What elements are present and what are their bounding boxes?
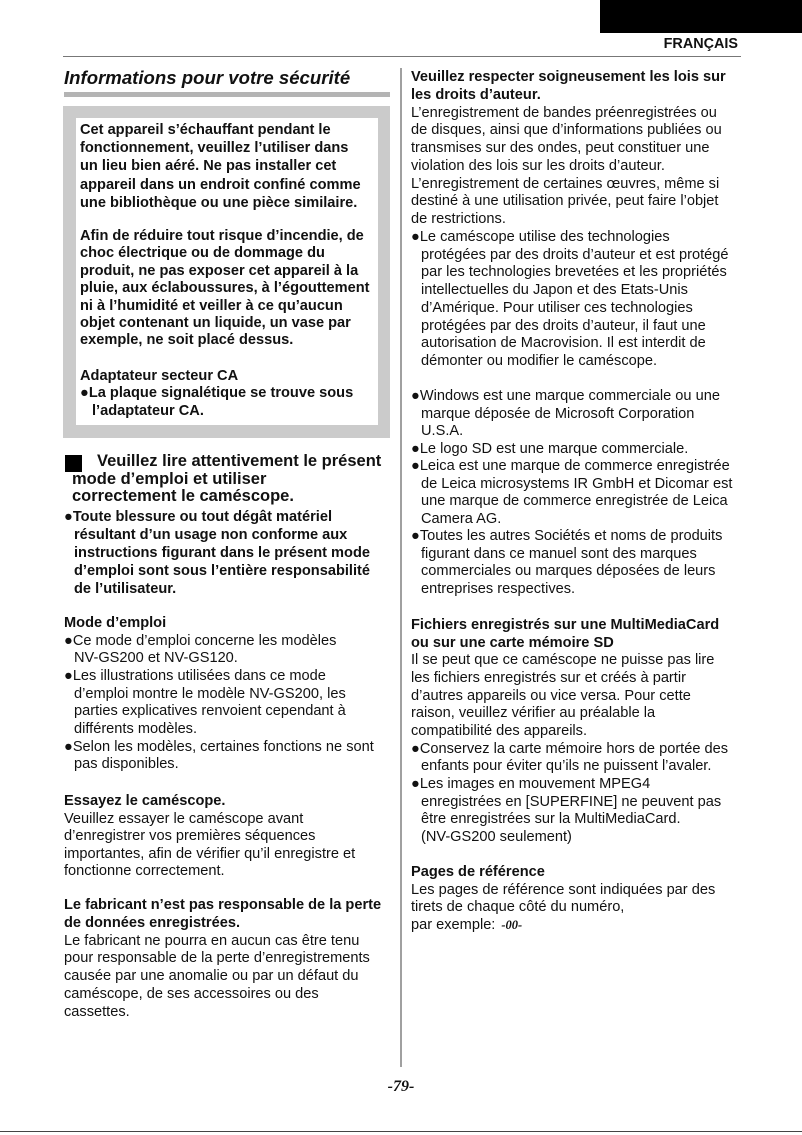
memory-card-section [411, 617, 728, 847]
liability-note: ●Toute blessure ou tout dégât matériel résultant d’un usage non conforme aux instructions figurant dans le présent mode d’emploi sont sous l’entière responsabilité de l’utilisateur. [64, 509, 370, 597]
list-item: ●Selon les modèles, certaines fonctions ne sont pas disponibles. [64, 738, 374, 773]
memory-card-text: Il se peut que ce caméscope ne puisse pas lire les fichiers enregistrés sur et créés à partir d’autres appareils ou vice versa. Pour cette raison, veuillez vérifier au préalable la compatibilité des appareils. [411, 652, 715, 740]
fire-shock-warning: Afin de réduire tout risque d’incendie, de choc électrique ou de dommage du produit, ne pas exposer cet appareil à la pluie, aux éclaboussures, à l’égouttement ni à l’humidité et veiller à ce qu’aucun objet contenant un liquide, un vase par exemple, ne soit placé dessus. [80, 228, 370, 349]
reference-pages-section [411, 864, 715, 935]
copyright-paragraph: L’enregistrement de bandes préenregistrées ou de disques, ainsi que d’informations publiées ou transmises sur des ondes, peut constituer une violation des lois sur les droits d’auteur. [411, 104, 722, 174]
try-camera-text: Veuillez essayer le caméscope avant d’enregistrer vos premières séquences importantes, afin de vérifier qu’il enregistre et fonctionne correctement. [64, 810, 356, 880]
page-reference-example: -00- [501, 918, 523, 933]
ac-adaptor-title: Adaptateur secteur CA [80, 368, 239, 384]
read-manual-heading: Veuillez lire attentivement le présent mode d’emploi et utiliser correctement le caméscope. [72, 452, 382, 506]
manual-section [64, 615, 374, 774]
data-loss-title: Le fabricant n’est pas responsable de la perte de données enregistrées. [64, 897, 382, 931]
bottom-rule [0, 1131, 802, 1132]
data-loss-section [64, 897, 381, 1022]
list-item: ●Ce mode d’emploi concerne les modèles NV-GS200 et NV-GS120. [64, 632, 337, 667]
list-item: ●Conservez la carte mémoire hors de portée des enfants pour éviter qu’ils ne puissent l’avaler. [411, 740, 729, 775]
language-label: FRANÇAIS [663, 36, 738, 52]
reference-pages-text [411, 882, 715, 935]
macrovision-note: ●Le caméscope utilise des technologies protégées par des droits d’auteur et est protégé par les technologies brevetées et les propriétés intellectuelles du Japon et des Etats-Unis d’Amérique. Pour utiliser ces technologies protégées par des droits d’auteur, il faut une autorisation de Macrovision. Il est interdit de démonter ou modifier le caméscope. [411, 228, 729, 369]
list-item: ●Toutes les autres Sociétés et noms de produits figurant dans ce manuel sont des marques commerciales ou marques déposées de leurs entreprises respectives. [411, 528, 723, 598]
header-rule [63, 56, 741, 57]
page-number: -79- [387, 1078, 415, 1095]
heat-ventilation-warning: Cet appareil s’échauffant pendant le fonctionnement, veuillez l’utiliser dans un lieu bien aéré. Ne pas installer cet appareil dans un endroit confiné comme une bibliothèque ou une pièce similaire. [80, 122, 361, 211]
data-loss-text: Le fabricant ne pourra en aucun cas être tenu pour responsable de la perte d’enregistrements causée par une anomalie ou par un défaut du caméscope, de ses accessoires ou des cassettes. [64, 932, 370, 1020]
title-underline-bar [64, 92, 390, 97]
memory-card-title: Fichiers enregistrés sur une MultiMediaCard ou sur une carte mémoire SD [411, 617, 720, 651]
list-item: ●Les illustrations utilisées dans ce mode d’emploi montre le modèle NV-GS200, les parties explicatives renvoient cependant à différents modèles. [64, 667, 346, 737]
list-item: ●Les images en mouvement MPEG4 enregistrées en [SUPERFINE] ne peuvent pas être enregistrées sur la MultiMediaCard. (NV-GS200 seulement) [411, 776, 722, 846]
list-item: ●Leica est une marque de commerce enregistrée de Leica microsystems IR GmbH et Dicomar est une marque de commerce enregistrée de Leica Camera AG. [411, 458, 733, 527]
try-camera-title: Essayez le caméscope. [64, 793, 226, 809]
trademarks-section [411, 388, 732, 599]
copyright-section [411, 69, 728, 371]
column-divider [400, 68, 402, 1067]
manual-section-title: Mode d’emploi [64, 615, 167, 631]
list-item: ●Windows est une marque commerciale ou une marque déposée de Microsoft Corporation U.S.A. [411, 388, 720, 440]
copyright-paragraph: L’enregistrement de certaines œuvres, même si destiné à une utilisation privée, peut faire l’objet de restrictions. [411, 175, 720, 227]
safety-section-title: Informations pour votre sécurité [64, 67, 351, 88]
reference-pages-title: Pages de référence [411, 864, 545, 880]
header-black-bar [600, 0, 802, 33]
list-item: ●Le logo SD est une marque commerciale. [411, 440, 689, 457]
ac-adaptor-note: ●La plaque signalétique se trouve sous l’adaptateur CA. [80, 385, 354, 419]
reference-pages-description: Les pages de référence sont indiquées par des tirets de chaque côté du numéro, par exemple: [411, 881, 716, 934]
try-camera-section [64, 793, 355, 881]
copyright-title: Veuillez respecter soigneusement les lois sur les droits d’auteur. [411, 69, 726, 103]
